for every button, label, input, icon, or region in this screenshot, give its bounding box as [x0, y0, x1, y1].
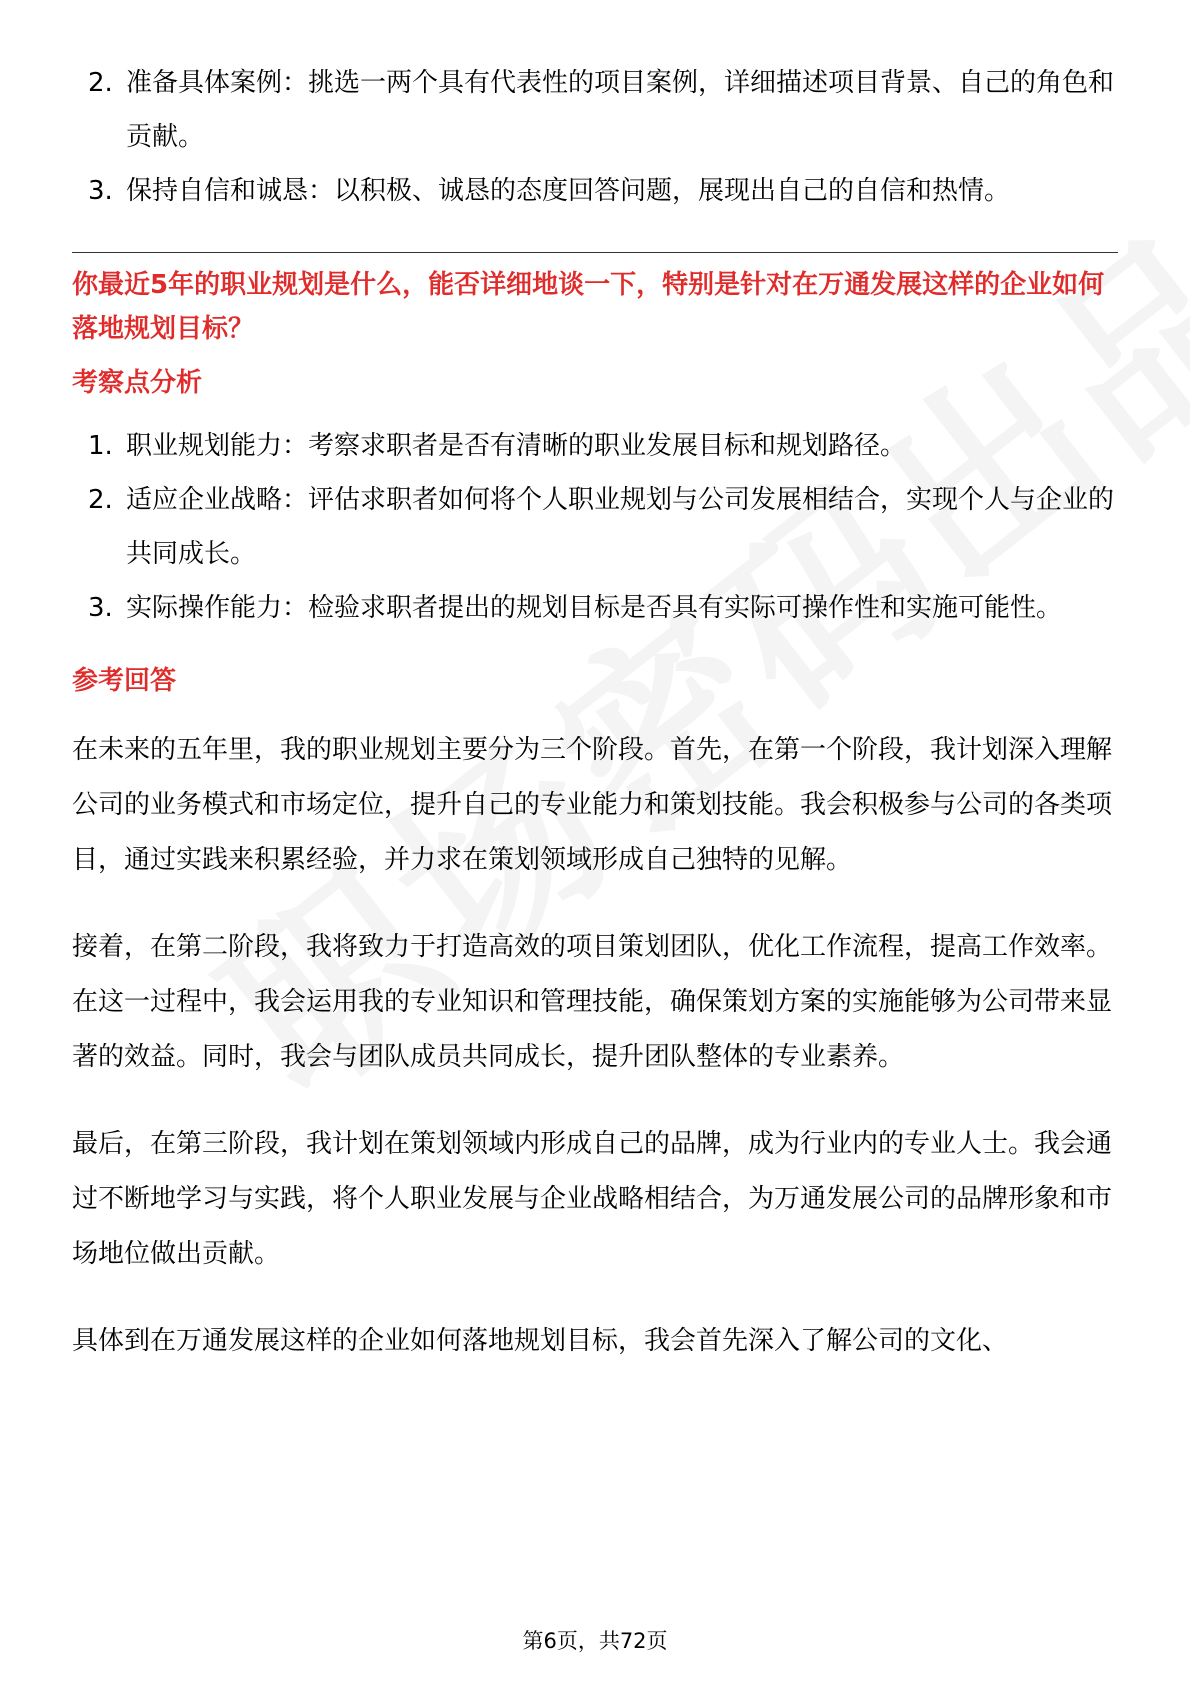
top-list	[72, 56, 1118, 218]
answer-paragraph: 具体到在万通发展这样的企业如何落地规划目标，我会首先深入了解公司的文化、	[72, 1326, 1009, 1356]
list-item	[72, 164, 1118, 218]
question-heading: 你最近5年的职业规划是什么，能否详细地谈一下，特别是针对在万通发展这样的企业如何落地规划目标？	[72, 270, 1105, 344]
page-content	[72, 56, 1118, 1401]
list-item-text: 实际操作能力：检验求职者提出的规划目标是否具有实际可操作性和实施可能性。	[126, 593, 1063, 623]
list-item-number: 1.	[88, 431, 113, 461]
list-item	[72, 56, 1118, 164]
list-item-text: 保持自信和诚恳：以积极、诚恳的态度回答问题，展现出自己的自信和热情。	[126, 176, 1011, 206]
list-item	[72, 419, 1118, 473]
list-item-number: 2.	[88, 68, 113, 98]
page-footer: 第6页，共72页	[522, 1629, 668, 1653]
list-item-text: 适应企业战略：评估求职者如何将个人职业规划与公司发展相结合，实现个人与企业的共同成长。	[126, 485, 1115, 569]
answer-paragraph: 在未来的五年里，我的职业规划主要分为三个阶段。首先，在第一个阶段，我计划深入理解公司的业务模式和市场定位，提升自己的专业能力和策划技能。我会积极参与公司的各类项目，通过实践来积累经验，并力求在策划领域形成自己独特的见解。	[72, 735, 1113, 875]
list-item	[72, 473, 1118, 581]
section-divider	[72, 252, 1118, 253]
list-item-number: 2.	[88, 485, 113, 515]
answer-heading: 参考回答	[72, 666, 177, 696]
list-item-number: 3.	[88, 593, 113, 623]
list-item	[72, 581, 1118, 635]
answer-paragraph: 接着，在第二阶段，我将致力于打造高效的项目策划团队，优化工作流程，提高工作效率。在这一过程中，我会运用我的专业知识和管理技能，确保策划方案的实施能够为公司带来显著的效益。同时，我会与团队成员共同成长，提升团队整体的专业素养。	[72, 932, 1113, 1072]
analysis-list	[72, 419, 1118, 635]
list-item-text: 职业规划能力：考察求职者是否有清晰的职业发展目标和规划路径。	[126, 431, 907, 461]
list-item-text: 准备具体案例：挑选一两个具有代表性的项目案例，详细描述项目背景、自己的角色和贡献。	[126, 68, 1115, 152]
answer-paragraph: 最后，在第三阶段，我计划在策划领域内形成自己的品牌，成为行业内的专业人士。我会通过不断地学习与实践，将个人职业发展与企业战略相结合，为万通发展公司的品牌形象和市场地位做出贡献。	[72, 1129, 1113, 1269]
list-item-number: 3.	[88, 176, 113, 206]
analysis-heading: 考察点分析	[72, 368, 203, 398]
